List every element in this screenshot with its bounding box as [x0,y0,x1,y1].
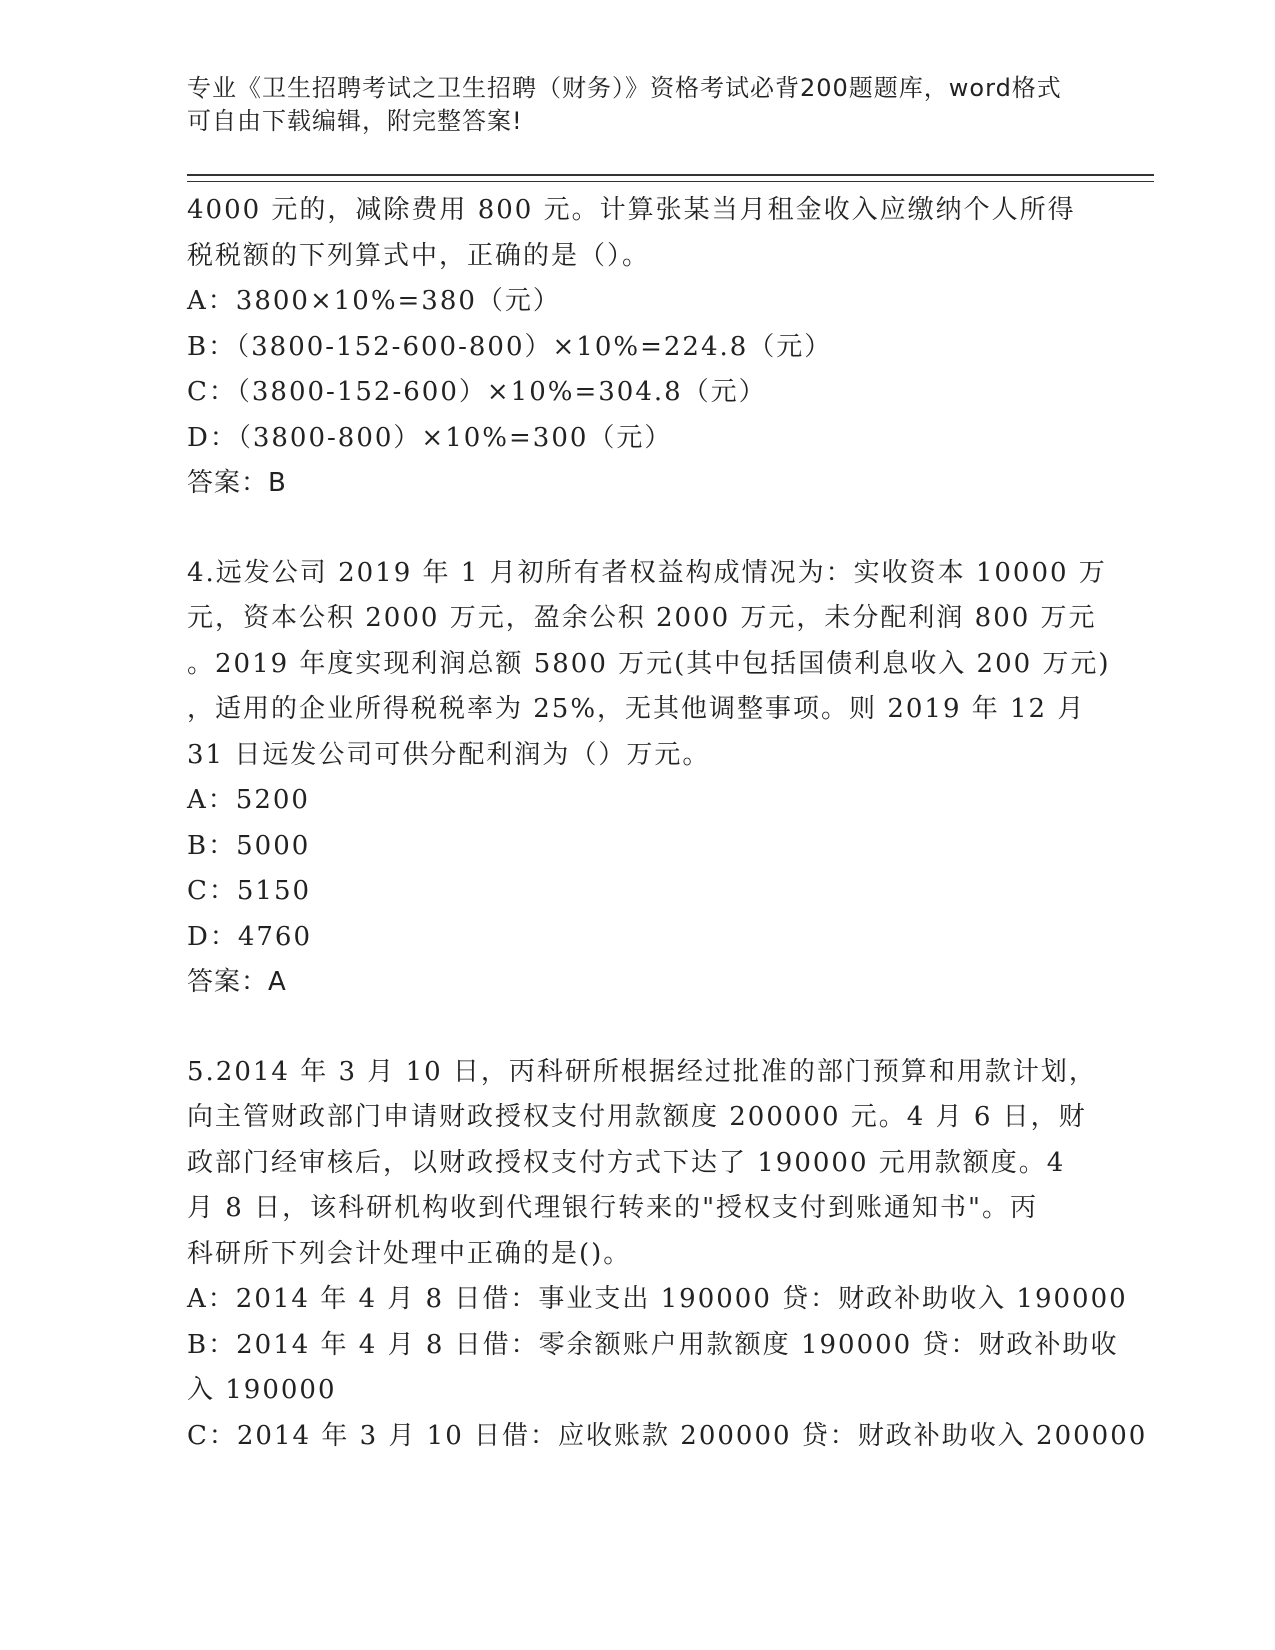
header-divider-thick [187,174,1154,176]
option-b-continued: 入 190000 [187,1375,337,1405]
question-stem-line: 。2019 年度实现利润总额 5800 万元(其中包括国债利息收入 200 万元) [187,648,1111,679]
answer-line: 答案：A [187,967,287,997]
question-4 [187,551,1111,1006]
question-stem-line: 4000 元的，减除费用 800 元。计算张某当月租金收入应缴纳个人所得 [187,195,1076,225]
option-a: A：3800×10%=380（元） [187,286,561,316]
question-3 [187,188,1087,507]
question-stem-line: 4.远发公司 2019 年 1 月初所有者权益构成情况为：实收资本 10000 万 [187,557,1107,588]
question-stem-line: 5.2014 年 3 月 10 日，丙科研所根据经过批准的部门预算和用款计划， [187,1056,1097,1087]
header-title-line-2: 可自由下载编辑，附完整答案! [187,107,523,135]
question-stem-line: 科研所下列会计处理中正确的是()。 [187,1238,632,1269]
question-5 [187,1050,1148,1460]
question-stem-line: 政部门经审核后，以财政授权支付方式下达了 190000 元用款额度。4 [187,1147,1066,1178]
option-b: B：2014 年 4 月 8 日借：零余额账户用款额度 190000 贷：财政补助收 [187,1329,1119,1360]
answer-line: 答案：B [187,468,287,498]
option-b: B：（3800-152-600-800）×10%=224.8（元） [187,331,833,362]
option-b: B：5000 [187,830,311,861]
page-header [187,72,1067,138]
question-stem-line: 税税额的下列算式中，正确的是（）。 [187,240,651,271]
question-stem-line: 元，资本公积 2000 万元，盈余公积 2000 万元，未分配利润 800 万元 [187,603,1097,633]
question-spacer [187,507,1087,551]
question-stem-line: 月 8 日，该科研机构收到代理银行转来的"授权支付到账通知书"。丙 [187,1193,1038,1223]
header-divider-thin [187,181,1154,182]
option-d: D：4760 [187,921,313,952]
option-d: D：（3800-800）×10%=300（元） [187,422,673,453]
question-stem-line: 31 日远发公司可供分配利润为（）万元。 [187,739,711,770]
question-stem-line: ，适用的企业所得税税率为 25%，无其他调整事项。则 2019 年 12 月 [187,694,1086,724]
option-c: C：5150 [187,876,312,906]
option-a: A：5200 [187,785,310,815]
option-c: C：2014 年 3 月 10 日借：应收账款 200000 贷：财政补助收入 200000 [187,1420,1148,1451]
question-spacer [187,1006,1087,1050]
option-c: C：（3800-152-600）×10%=304.8（元） [187,377,767,407]
option-a: A：2014 年 4 月 8 日借：事业支出 190000 贷：财政补助收入 190000 [187,1284,1128,1314]
header-title-line-1: 专业《卫生招聘考试之卫生招聘（财务）》资格考试必背200题题库，word格式 [187,74,1062,102]
question-stem-line: 向主管财政部门申请财政授权支付用款额度 200000 元。4 月 6 日，财 [187,1102,1087,1132]
document-body [187,188,1148,1459]
